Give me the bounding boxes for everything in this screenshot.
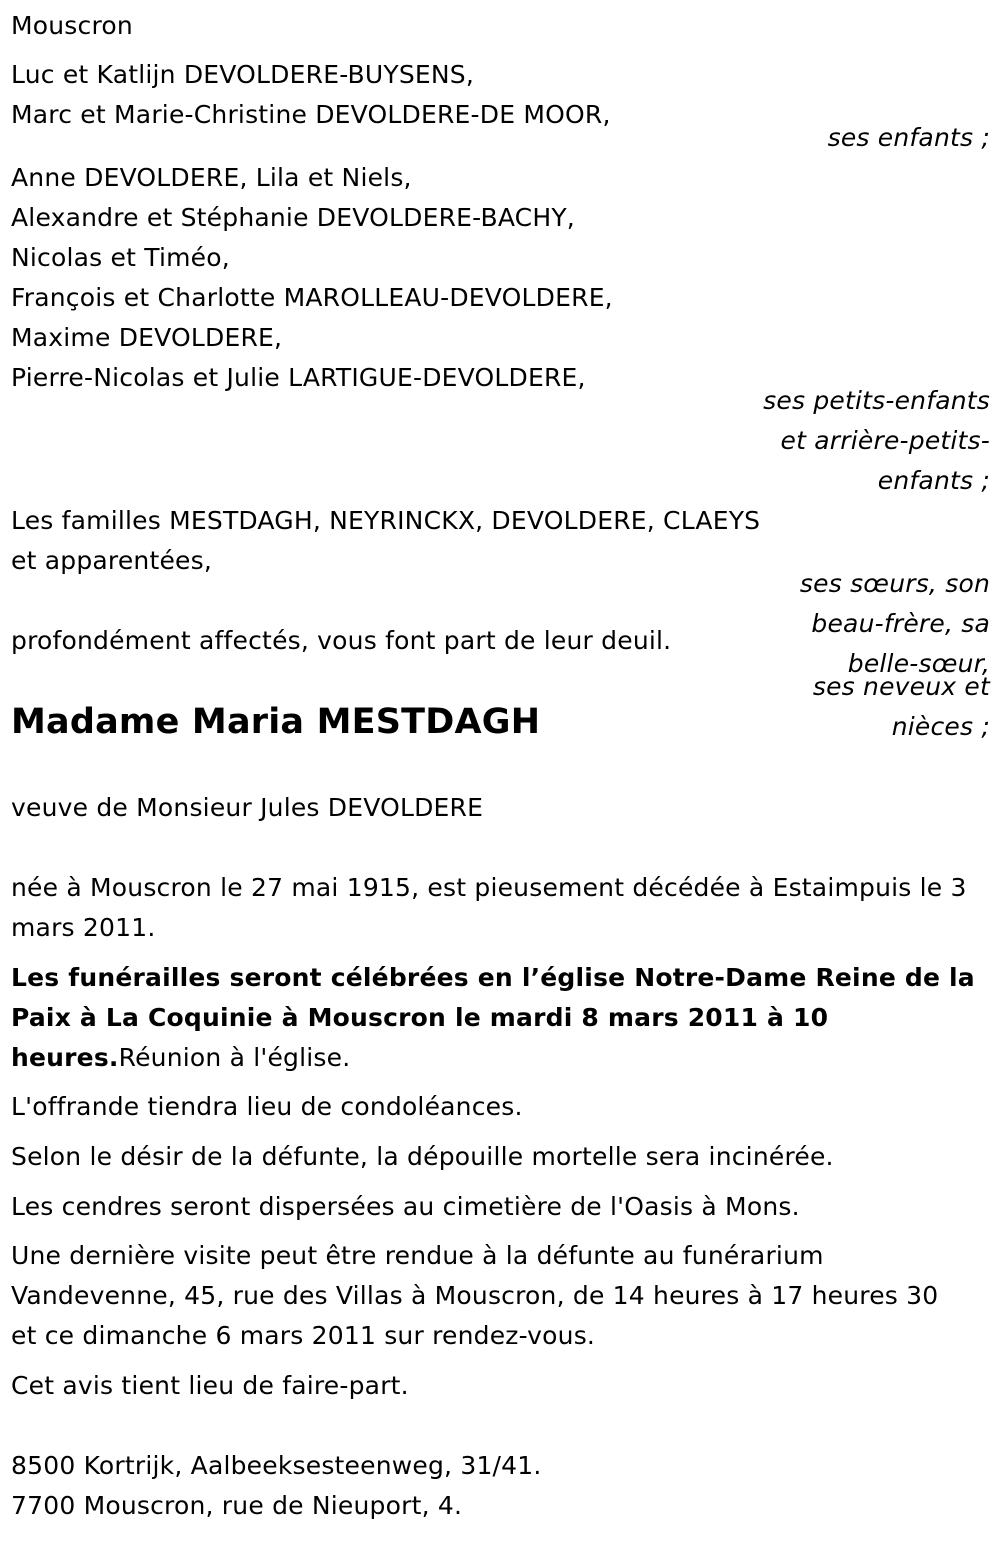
children-line: Luc et Katlijn DEVOLDERE-BUYSENS,	[11, 60, 475, 89]
funeral-time-bold: heures.	[11, 1043, 119, 1072]
address-line: 7700 Mouscron, rue de Nieuport, 4.	[11, 1491, 463, 1520]
deceased-name: Madame Maria MESTDAGH	[11, 702, 541, 742]
grandchildren-line: Anne DEVOLDERE, Lila et Niels,	[11, 163, 412, 192]
grandchildren-role: ses petits-enfants	[763, 386, 990, 415]
children-line: Marc et Marie-Christine DEVOLDERE-DE MOOR,	[11, 100, 611, 129]
visit-text: Vandevenne, 45, rue des Villas à Mouscron, de 14 heures à 17 heures 30	[11, 1281, 939, 1310]
funeral-text: Paix à La Coquinie à Mouscron le mardi 8 mars 2011 à 10	[11, 1003, 829, 1032]
grandchildren-line: Maxime DEVOLDERE,	[11, 323, 283, 352]
ashes-text: Les cendres seront dispersées au cimetière de l'Oasis à Mons.	[11, 1192, 800, 1221]
cremation-text: Selon le désir de la défunte, la dépouille mortelle sera incinérée.	[11, 1142, 834, 1171]
announcement-text: profondément affectés, vous font part de leur deuil.	[11, 626, 672, 655]
families-role: belle-sœur,	[847, 649, 990, 678]
families-line: Les familles MESTDAGH, NEYRINCKX, DEVOLDERE, CLAEYS	[11, 506, 761, 535]
grandchildren-line: Nicolas et Timéo,	[11, 243, 230, 272]
grandchildren-line: Pierre-Nicolas et Julie LARTIGUE-DEVOLDERE,	[11, 363, 586, 392]
offering-text: L'offrande tiendra lieu de condoléances.	[11, 1092, 523, 1121]
funeral-text-last-line	[11, 1038, 350, 1078]
widow-of-text: veuve de Monsieur Jules DEVOLDERE	[11, 793, 484, 822]
meeting-text: Réunion à l'église.	[118, 1043, 351, 1072]
grandchildren-role: enfants ;	[877, 466, 990, 495]
families-role: ses sœurs, son	[799, 569, 990, 598]
families-role: nièces ;	[891, 712, 990, 741]
families-role: beau-frère, sa	[811, 609, 990, 638]
families-role: ses neveux et	[812, 672, 990, 701]
birth-death-text: née à Mouscron le 27 mai 1915, est pieusement décédée à Estaimpuis le 3	[11, 873, 967, 902]
grandchildren-line: François et Charlotte MAROLLEAU-DEVOLDERE,	[11, 283, 613, 312]
families-line: et apparentées,	[11, 546, 212, 575]
notice-text: Cet avis tient lieu de faire-part.	[11, 1371, 409, 1400]
funeral-text: Les funérailles seront célébrées en l’église Notre-Dame Reine de la	[11, 963, 975, 992]
grandchildren-role: et arrière-petits-	[780, 426, 990, 455]
visit-text: et ce dimanche 6 mars 2011 sur rendez-vous.	[11, 1321, 596, 1350]
birth-death-text: mars 2011.	[11, 913, 156, 942]
visit-text: Une dernière visite peut être rendue à la défunte au funérarium	[11, 1241, 824, 1270]
city-heading: Mouscron	[11, 11, 133, 40]
children-role: ses enfants ;	[827, 123, 990, 152]
address-line: 8500 Kortrijk, Aalbeeksesteenweg, 31/41.	[11, 1451, 542, 1480]
grandchildren-line: Alexandre et Stéphanie DEVOLDERE-BACHY,	[11, 203, 575, 232]
